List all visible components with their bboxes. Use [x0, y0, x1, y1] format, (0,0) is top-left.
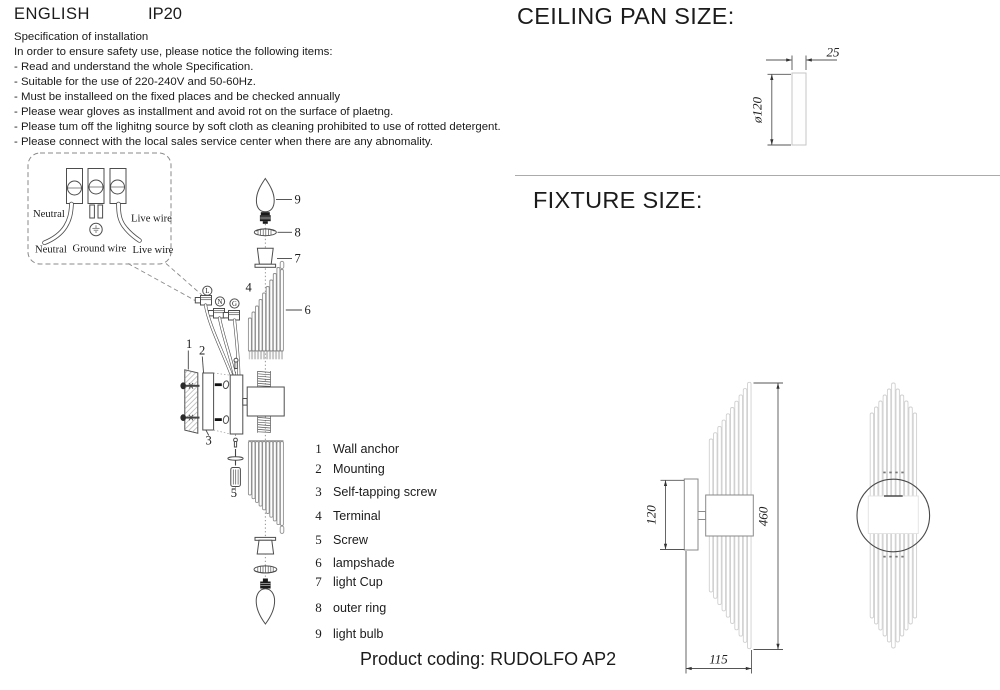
callout-1: 1	[186, 337, 193, 351]
wiring-inset	[28, 153, 174, 264]
inset-leader-line	[128, 264, 202, 305]
callout-9: 9	[294, 192, 301, 207]
spec-item: - Read and understand the whole Specification.	[14, 60, 254, 73]
screw-set	[228, 438, 243, 486]
ceiling-pan-heading: CEILING PAN SIZE:	[517, 3, 735, 29]
product-coding: Product coding: RUDOLFO AP2	[360, 649, 617, 669]
fixture-backplate	[684, 479, 698, 550]
alignment-dash	[214, 373, 231, 375]
terminal-block-ground	[88, 169, 104, 219]
pan-depth-value: 25	[826, 44, 840, 60]
lampshade-upper	[245, 261, 283, 359]
inset-leader-line	[166, 264, 210, 300]
lamp-body	[247, 387, 284, 416]
callout-6: 6	[304, 303, 311, 317]
fixture-front-view	[857, 383, 930, 648]
callout-2: 2	[199, 343, 206, 358]
live-wire-label-upper: Live wire	[131, 213, 172, 225]
pan-diameter-dimension	[750, 74, 792, 145]
spec-item: - Must be installeed on the fixed places and be checked annually	[14, 90, 341, 103]
parts-list-item: 3 Self-tapping screw	[315, 483, 437, 499]
fixture-body	[706, 495, 754, 536]
pan-diameter-value: ø120	[749, 97, 765, 123]
mounting-bracket	[230, 375, 243, 434]
outer-ring-lower	[254, 566, 277, 573]
callout-4: 4	[245, 280, 252, 295]
depth-dim-value: 115	[709, 651, 728, 667]
bracket-screw-top	[234, 358, 238, 368]
neutral-label-lower: Neutral	[35, 244, 67, 256]
outer-ring-upper	[254, 229, 276, 236]
spec-title: Specification of installation	[14, 31, 149, 43]
language-label: ENGLISH	[14, 5, 90, 23]
ip-rating-label: IP20	[148, 5, 182, 23]
callout-8: 8	[294, 225, 301, 240]
parts-list-item: 4 Terminal	[315, 507, 381, 523]
fixture-side-view	[684, 382, 753, 648]
callout-5: 5	[230, 486, 238, 500]
parts-list-item: 6 lampshade	[315, 554, 395, 570]
parts-list-item: 5 Screw	[315, 531, 368, 547]
threaded-rod-lower	[258, 417, 271, 433]
parts-list-item: 2 Mounting	[315, 461, 385, 477]
light-cup-upper	[255, 248, 276, 267]
assembly-diagram	[0, 140, 340, 652]
light-bulb-upper	[256, 179, 274, 224]
parts-list-item: 7 light Cup	[315, 573, 383, 589]
ceiling-pan-drawing	[740, 40, 970, 170]
pan-depth-dimension	[766, 45, 840, 71]
spec-item: - Please connect with the local sales service center when there are any abnomality.	[14, 135, 433, 148]
spec-item: - Suitable for the use of 220-240V and 50-60Hz.	[14, 75, 256, 88]
wall-section	[180, 370, 199, 433]
specification-block	[14, 30, 501, 150]
self-tapping-screw	[215, 380, 230, 389]
bracket-tab	[243, 399, 247, 406]
fixture-size-heading: FIXTURE SIZE:	[533, 187, 703, 213]
height-dim-value: 460	[755, 506, 771, 527]
lampshade-lower	[248, 441, 283, 534]
terminal-block-live	[110, 169, 126, 204]
spec-intro: In order to ensure safety use, please notice the following items:	[14, 45, 333, 58]
backplate-dimension	[644, 480, 685, 549]
terminal-block-neutral	[67, 169, 83, 204]
ground-wire-label: Ground wire	[72, 243, 127, 255]
height-dimension	[754, 383, 784, 650]
terminal-letter-n: N	[217, 299, 223, 306]
ground-symbol-icon	[90, 223, 102, 235]
fixture-size-drawings	[630, 355, 1000, 690]
live-wire-label-lower: Live wire	[132, 245, 174, 256]
parts-list-item: 8 outer ring	[315, 600, 387, 616]
terminal-connector-l	[195, 286, 212, 305]
alignment-dash	[214, 430, 231, 434]
fixture-tab	[698, 512, 706, 520]
terminal-connector-g	[223, 299, 239, 320]
neutral-label-upper: Neutral	[33, 209, 65, 220]
light-cup-lower	[255, 537, 276, 554]
spec-item: - Please tum off the lighitng source by soft cloth as cleaning prohibited to use of rotted detergent.	[14, 120, 501, 133]
callout-7: 7	[294, 251, 301, 266]
terminal-connectors	[195, 286, 239, 320]
threaded-rod-upper	[258, 371, 271, 387]
callout-leader-2	[202, 357, 203, 373]
light-bulb-lower	[256, 579, 274, 625]
ceiling-pan-profile	[792, 73, 806, 145]
callout-3: 3	[205, 433, 212, 448]
terminal-letter-g: G	[232, 301, 237, 308]
spec-item: - Please wear gloves as installment and avoid rot on the surface of plaetng.	[14, 105, 394, 118]
parts-list-item: 1 Wall anchor	[315, 440, 400, 456]
front-body-band	[868, 496, 918, 534]
self-tapping-screw	[215, 415, 230, 424]
section-divider	[515, 175, 1000, 176]
parts-list-item: 9 light bulb	[315, 625, 384, 641]
mounting-plate	[203, 373, 214, 430]
terminal-letter-l: L	[205, 288, 210, 296]
backplate-dim-value: 120	[643, 505, 659, 525]
